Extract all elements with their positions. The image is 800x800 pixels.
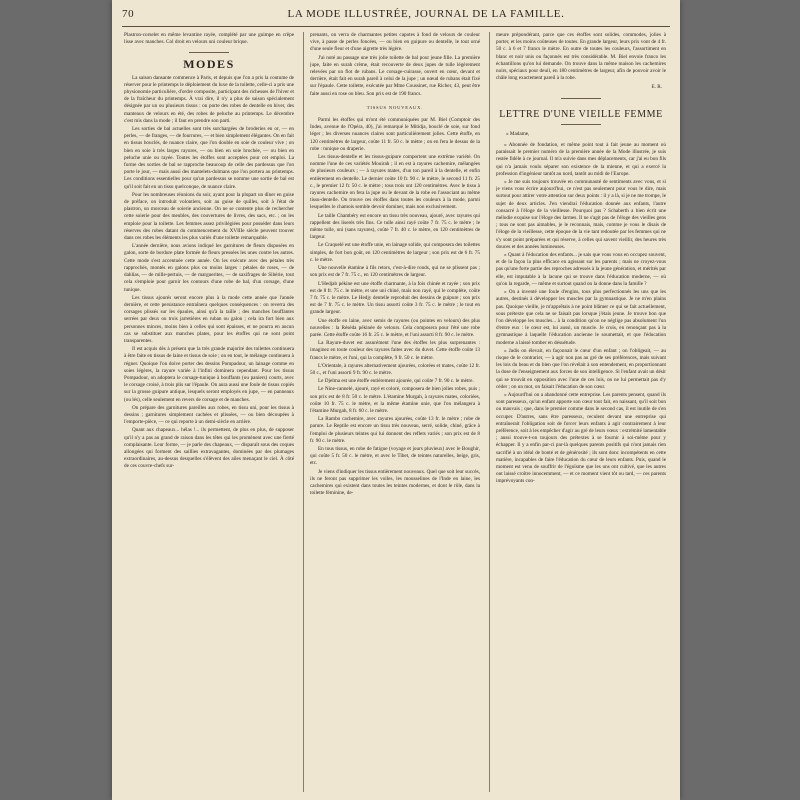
paragraph: L'Hedjab pékine est une étoffe charmante, à la fois chinée et rayée ; son prix est de 8 fr. 75 c. le mètre, et une uni chiné, mais non rayé, qui le complète, coûte 7 fr. 75 c. le mètre. Le Hedjy dentelle reproduit des dessins de guipure ; son prix est de 7 fr. 75 c. le mètre. Un tissu assorti coûte 3 fr. 75 c. le mètre ; le tout en grande largeur.	[310, 280, 480, 316]
page-number: 70	[122, 8, 135, 20]
paragraph: meure prépondérant, parce que ces étoffes sont solides, commodes, jolies à porter, et les moins coûteuses de toutes. En grande largeur, leurs prix vont de 4 fr. 50 c. à 6 et 7 francs le mètre. En outre de toutes les couleurs, l'assortiment en blanc et noir unis ou façonnés est très considérable. M. Biel envoie franco les échantillons qu'on lui demande. On trouve dans la même maison les cachemires noirs, spéciaux pour deuil, en 180 centimètres de largeur, afin de pouvoir avoir le châle long exactement pareil à la robe.	[496, 32, 666, 82]
subheading-tissus-nouveaux: TISSUS NOUVEAUX.	[366, 104, 424, 110]
paragraph: « Je me suis toujours trouvée en communauté de sentiments avec vous, et si je viens vous écrire aujourd'hui, ce n'est pas seulement pour vous le dire, mais surtout pour attirer votre attention sur deux points : il y a là, si je ne me trompe, le sujet de deux articles. J'en viendrai l'éducation donnée aux enfants, l'autre consacré à l'éloge de la vieillesse. Pourquoi pas ? Schaberth a bien écrit une mélodie exquise sur l'éloge des larmes. Il ne s'agit pas de l'éloge des vieilles gens ; tous ne sont pas aimables, je le reconnais, mais, comme je vous le disais de l'éloge de la vieillesse, cette époque de la vie tant redoutée par les femmes qui ne s'y sont point préparées et qui réserve, à celles qui savent vieillir, des heures très douces et des années lumineuses.	[496, 179, 666, 250]
column-2	[310, 32, 480, 792]
paragraph: Une étoffe en laine, avec semis de rayures (ou pointes en velours) des plus nouvelles : la Réséda pékinée de velours. Cela composera pour l'été une robe parée. Cette étoffe coûte 16 fr. 25 c. le mètre, et l'uni assorti 8 fr. 90 c. le mètre.	[310, 317, 480, 338]
paragraph: Je viens d'indiquer les tissus entièrement nouveaux. Quel que soit leur succès, ils ne feront pas supprimer les voiles, les mousselines de l'Inde en laine, les cachemires qui existent dans toutes les teintes modernes, et dont le rôle, dans la toilette féminine, de-	[310, 468, 480, 497]
paragraph: Quant aux chapeaux... hélas !... ils permettent, de plus en plus, de supposer qu'il n'y a pas au grand de raison dans les têtes qui les promènent avec une fierté complaisante. Leur forme, — je parle des chapeaux, — disparaît sous des coques allongées qui forment des saillies extravagantes, dominées par des plumages extraordinaires, au-dessus desquelles s'élèvent des ailes menaçant le ciel. À côté de ces couvre-chefs sur-	[124, 427, 294, 470]
section-divider	[189, 52, 229, 53]
paragraph: Le Nine-cannelé, ajouré, rayé et coloré, composera de bien jolies robes, puis ; son prix est de 8 fr. 50 c. le mètre. L'étamine Murgah, à rayures mates, coloriées, coûte 10 fr. 75 c. le mètre, et la même étamine unie, que l'on mélangera à l'étamine Murgah, 8 fr. 60 c. le mètre.	[310, 386, 480, 414]
paragraph: La Rambo cachemire, avec rayures ajourées, coûte 13 fr. le mètre ; robe de parure. Le Reptile est encore un tissu très nouveau, serré, solide, chiné, grâce à l'emploi de plusieurs teintes qui lui donnent des reflets variés ; son prix est de 8 fr. 90 c. le mètre.	[310, 416, 480, 444]
column-3	[496, 32, 666, 792]
section-heading-letter: LETTRE D'UNE VIEILLE FEMME	[499, 108, 663, 120]
journal-title: LA MODE ILLUSTRÉE, JOURNAL DE LA FAMILLE.	[287, 8, 565, 20]
paragraph: Parmi les étoffes qui m'ont été communiquées par M. Biel (Comptoir des Indes, avenue de l'Opéra, 40), j'ai remarqué le Mitidja, bouclé de soie, sur fond léger ; les diverses nuances claires sont particulièrement jolies. Cette étoffe, en 120 centimètres de largeur, coûte 11 fr. 50 c. le mètre ; on en fera le dessus de la robe : tunique ou draperie.	[310, 117, 480, 152]
paragraph: Le Craquelé est une étoffe unie, en lainage solide, qui composera des toilettes simples, de fort bon goût, en 120 centimètres de largeur ; son prix est de 6 fr. 75 c. le mètre.	[310, 242, 480, 263]
column-rule	[489, 32, 490, 792]
paragraph: Le taille Chambéry est encore un tissu très nouveau, ajouré, avec rayures qui rappellent des liserés très fins. Ce tulle ainsi rayé coûte 7 fr. 75 c. le mètre ; le même tulle, uni (sans rayures), coûte 7 fr. 40 c. le mètre, en 120 centimètres de largeur.	[310, 212, 480, 241]
section-heading-modes: MODES	[183, 57, 235, 72]
header-rule	[122, 26, 670, 27]
paragraph: Les sorties de bal actuelles sont très surchargées de broderies en or, — en perles, — de franges, — de fourrures, — et bien simplement élégantes. On en fait en tissus bouclés, de nuance claire, que l'on double en soie de couleur vive ; on bien en soie à très larges rayures, — ou bien en soie brochée, — ou bien en peluche unie ou rayée. Toutes les étoffes sont acceptées pour cet emploi. La forme des sorties de bal se rapproche beaucoup de celle des pardessus que l'on porte le jour, — mais aussi des mantelets-dolmans que l'on portera au printemps. Les conditions essentielles pour qu'un pardessus se nomme une sortie de bal est qu'il soit fait en un tissu quelconque, de nuance claire.	[124, 126, 294, 190]
paragraph: La saison dansante commence à Paris, et depuis que l'on a pris la coutume de réserver pour le printemps le déploiement du luxe de la toilette, celle-ci a pris une physionomie particulière, d'ordre composite, participant des richesses de l'hiver et de la fraîcheur du printemps. À vrai dire, il n'y a plus de saison spécialement désignée par un ou plusieurs tissus : on porte des robes de dentelle en hiver, des manteaux de velours en été, des robes de peluche au printemps. Le décembre c'est mis dans la mode ; il faut en prendre son parti.	[124, 74, 294, 124]
salutation: « Madame,	[506, 130, 530, 137]
section-divider	[561, 124, 601, 125]
paragraph: prenants, on verra de charmantes petites capotes à fond de velours de couleur vive, à passe de perles foncées, — ou bien en guipure ou dentelle, le tout orné d'une seule fleur et d'une aigrette très légère.	[310, 32, 480, 53]
paragraph: Il est acquis dès à présent que la très grande majorité des toilettes continuera à être faite en tissus de laine et tissus de soie ; on en tout, le mélange continuera à régner. Quoique l'on doive porter des dessins Pompadour, un lainage comme en soies légères, la rayure variée à l'infini dominera cependant. Pour les tissus Pompadour, on adoptera le corsage-tunique à bouffants (ou paniers) courts, avec le corsage croisé, à trois plis sur l'épaule. On aura aussi une foule de tissus copiés sur la grosse guipure antique, lesquels seront employés en jupe, — en panneaux (ou lés), celle seulement en revers de corsage et de manches.	[124, 346, 294, 403]
paragraph: En tous tissus, en robe de fatigue (voyage et jours pluvieux) avec le Boughir, qui coûte 5 fr. 50 c. le mètre, et avec le Tibet, de teintes naturelles, beige, gris, etc.	[310, 445, 480, 467]
paragraph: « Jadis on élevait, en façonnait le cœur d'un enfant ; on l'obligeait, — au risque de le contrarier, — à agir non pas au gré de ses préférences, mais suivant les lois du beau et du bien que l'on révélait à son entendement, en proportionnant la dose de l'enseignement aux forces de son intelligence. Si l'enfant avait un désir qui se trouvât en opposition avec l'une de ces lois, on ne lui permettait pas d'y céder ; on un mot, on faisait l'éducation de son cœur.	[496, 347, 666, 390]
paragraph: Pour les nombreuses réunions du soir, ayant pour la plupart un dîner en guise de préface, on introduit volontiers, soit au guise de quilles, soit à l'état de plastron, un morceau de soierie ancienne. On ne se contente plus de rechercher cette soierie pour des meubles, des couvertures de livres, des sacs, etc. ; on les emploie pour la toilette. Les femmes assez privilégiées pour posséder dans leurs réserves des robes datant du commencement du XVIIIe siècle peuvent trouver dans ces robes les éléments les plus variés d'une toilette remarquable.	[124, 191, 294, 242]
paragraph: On prépare des garnitures pareilles aux robes, en tissu uni, pour les tissus à dessins ; garnitures simplement cachées et plissées, — ou bien découpées à l'emporte-pièce, — ce qui reporte à un demi-siècle en arrière.	[124, 404, 294, 426]
newspaper-page	[112, 0, 680, 800]
paragraph: Une nouvelle étamine à fils retors, c'est-à-dire ronds, qui ne se plissent pas ; son prix est de 7 fr. 75 c., en 120 centimètres de largeur.	[310, 265, 480, 279]
column-1	[124, 32, 294, 792]
paragraph: « Quant à l'éducation des enfants... je sais que vous vous en occupez souvent, et de la façon la plus efficace en agissant sur les parents ; mais ne croyez-vous pas qu'une forte partie des reproches adressés à la jeune génération, et mérités par elle, est imputable à la lacune qui se trouve dans l'éducation moderne, — où qu'on la regarde, — même et surtout quand on la donne dans la famille ?	[496, 252, 666, 287]
page-header	[122, 8, 670, 24]
paragraph: « On a inventé une foule d'engins, tous plus perfectionnés les uns que les autres, destinés à développer les muscles par la gymnastique. Je ne m'en plains pas. Quoique vieille, je m'apprêtais à ne point blâmer ce qui se fait actuellement, sous prétexte que cela ne se faisait pas lorsque j'étais jeune. Je trouve bon que l'on développe les muscles... à la condition qu'on ne néglige pas absolument l'un d'entre eux : le cœur est, lui aussi, un muscle. Je crois, en renonçant pas à la gymnastique à laquelle l'éducation ancienne le soumettait, et que l'éducation moderne a laissé tomber en désuétude.	[496, 289, 666, 346]
paragraph: Les tissus ajourés seront encore plus à la mode cette année que l'année dernière, et cette persistance entraînera quelques conséquences : on reverra des corsages plissés sur les épaules, ainsi qu'à la taille ; des manches bouffantes serrées par deux ou trois jarretières en ruban ou galon ; cela ira fort bien aux personnes minces, moins bien à celles qui sont épaisses, et ne pourra en aucun cas se substituer aux manches plates, pour les étoffes qui ne sont point transparentes.	[124, 294, 294, 344]
paragraph: Les tissus-dentelle et les tissus-guipure comportent une extrême variété. On nomme l'une de ces variétés Mouirah ; il en est à rayures cachemire, mélangées de plusieurs couleurs ; — à rayures mates, d'un ton pareil à la dentelle, et enfin entièrement en dentelle. Le dernier coûte 10 fr. 90 c. le mètre, le second 11 fr. 25 c., le premier 12 fr. 50 c. le mètre ; tous trois ont 120 centimètres. Avec le tissu à rayures cachemire on fera la jupe ou le devant de la robe en l'associant au même tissu-dentelle. On trouve ces étoffes dans toutes les couleurs à la mode, parmi lesquelles le chamois semble devoir dominer, mais non exclusivement.	[310, 154, 480, 211]
paragraph: « Abonnée de fondation, et même point tout à fait jeune au moment où paraissait le premier numéro de la première année de la Mode illustrée, je suis restée fidèle à ce journal. Il m'a suivie dans mes déplacements, car j'ai eu bon fils qui n'a jamais voulu séparer son existence de la mienne, et qui a exercé la profession d'ingénieur tantôt au nord, tantôt au midi de l'Europe.	[496, 142, 666, 177]
section-divider	[561, 98, 601, 99]
paragraph: La Rayure-duvet est assurément l'une des étoffes les plus surprenantes : imaginez en toute couleur des rayures faites avec du duvet. Cette étoffe coûte 13 francs le mètre, et l'uni, qui la complète, 9 fr. 50 c. le mètre.	[310, 340, 480, 361]
intro-paragraph: Plastron-corselet en même levantine rayée, complété par une guimpe en crêpe lisse avec manches. Col droit en velours uni couleur brique.	[124, 32, 294, 46]
signature: E. R.	[651, 84, 662, 91]
paragraph: « Aujourd'hui on a abandonné cette entreprise. Les parents pensent, quand ils sont paresseux, qu'un enfant apporte son cœur tout fait, en naissant, qu'il soit bon ou mauvais ; que, dans le premier comme dans le second cas, il est inutile de s'en occuper. D'autres, sans être paresseux, reculent devant une entreprise qui entraînerait l'obligation soit de forcer leurs enfants à agir contrairement à leur préférence, soit à les empêcher d'agir au gré de leurs vœux : extrémité lamentable ; aussi trouve-t-on toujours des prétextes à se fournir à soi-même pour y échapper. Il y a enfin par-ci par-là quelques parents positifs qui n'ont jamais rien sacrifié à un idéal de bonté et de générosité ; ils sont donc incompétents en cette matière, incapables de faire l'éducation du cœur de leurs enfants. Puis, quand le moment est venu de souffrir de l'égoïsme que les uns ont cultivé, que les autres ont laissé croître innocemment, — et ce moment vient tôt ou tard, — ces parents imprévoyants con-	[496, 391, 666, 485]
paragraph: L'année dernière, nous avions indiqué les garnitures de fleurs disposées en galon, sorte de bordure plate formée de fleurs pressées les unes contre les autres. Cette mode s'est accentuée cette année. On les exécute avec des pétales très rapprochés, montés en galons plus ou moins larges : pétales de roses, — de dahlias, — de mille-pertuis, — de marguerites, — de saxifrages de Sibérie, tout cela s'emploie pour garnir les contours d'une robe de bal, d'un corsage, d'une tunique.	[124, 243, 294, 293]
paragraph: J'ai noté au passage une très jolie toilette de bal pour jeune fille. La première jupe, faite en surah crème, était recouverte de deux jupes de tulle légèrement relevées par un flot de rubans. Le corsage-cuirasse, ouvert en cœur, devant et derrière, était fait en surah pareil à celui de la jupe ; un nœud de rubans était fixé sur l'épaule. Cette toilette, exécutée par Mme Coussinet, rue Richer, 43, peut être faite aussi en rose ou bleu. Son prix est de 190 francs.	[310, 54, 480, 97]
paragraph: Le Djelma est une étoffe entièrement ajourée, qui coûte 7 fr. 90 c. le mètre.	[318, 378, 474, 385]
column-rule	[303, 32, 304, 792]
paragraph: L'Orientale, à rayures alternativement ajourées, colorées et mates, coûte 12 fr. 50 c., et l'uni assorti 9 fr. 90 c. le mètre.	[310, 362, 480, 376]
